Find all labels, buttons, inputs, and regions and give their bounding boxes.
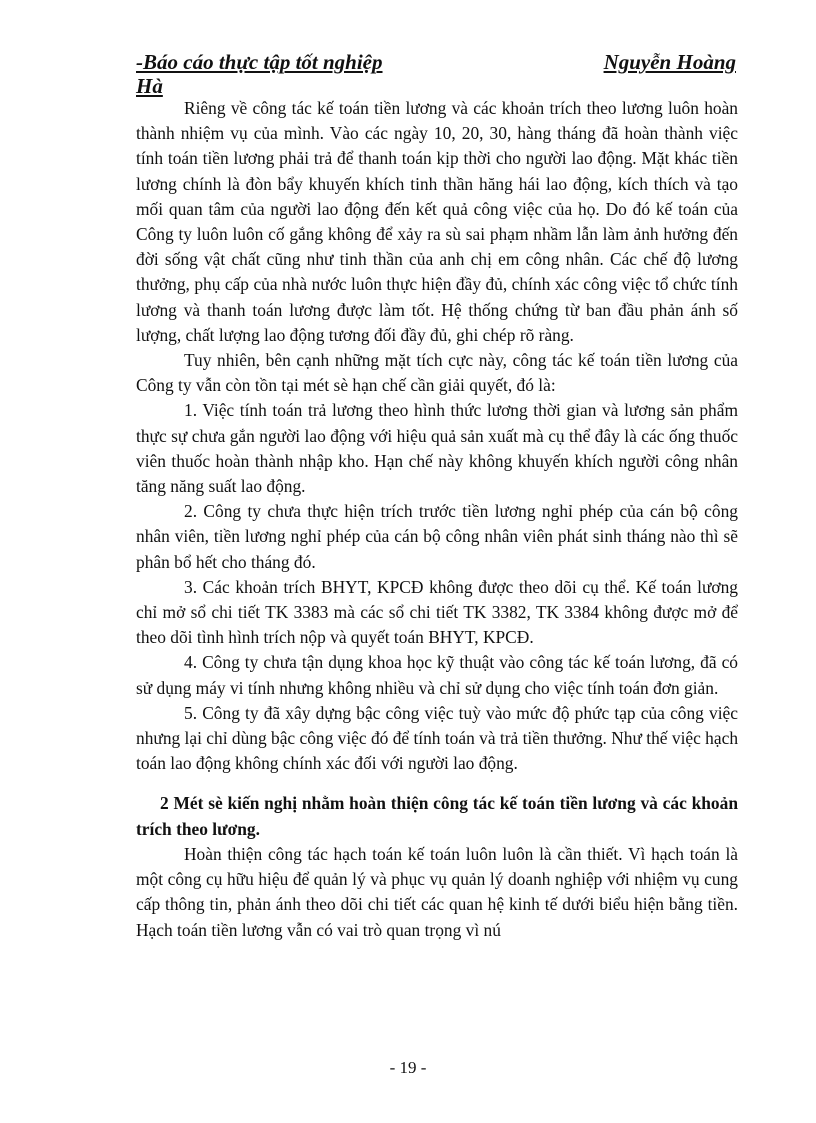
document-body xyxy=(136,96,738,943)
report-title: -Báo cáo thực tập tốt nghiệp xyxy=(136,50,383,74)
list-item: 5. Công ty đã xây dựng bậc công việc tuỳ vào mức độ phức tạp của công việc nhưng lại chỉ dùng bậc công việc đó để tính toán và trả tiền thưởng. Như thế việc hạch toán lao động không chính xác đối với người lao động. xyxy=(136,702,739,774)
paragraph: Hoàn thiện công tác hạch toán kế toán luôn luôn là cần thiết. Vì hạch toán là một công cụ hữu hiệu để quản lý và phục vụ quản lý doanh nghiệp với nhiệm vụ cung cấp thông tin, phản ánh theo dõi chi tiết các quan hệ kinh tế dưới biểu hiện bằng tiền. Hạch toán tiền lương vẫn có vai trò quan trọng vì nú xyxy=(136,843,738,940)
paragraph: Tuy nhiên, bên cạnh những mặt tích cực này, công tác kế toán tiền lương của Công ty vẫn còn tồn tại mét sè hạn chế cần giải quyết, đó là: xyxy=(136,350,738,396)
page-number: - 19 - xyxy=(389,1058,427,1077)
author-name-last: Hà xyxy=(136,74,163,98)
list-item: 1. Việc tính toán trả lương theo hình thức lương thời gian và lương sản phẩm thực sự chưa gắn người lao động với hiệu quả sản xuất mà cụ thể đây là các ống thuốc viên thuốc hoàn thành nhập kho. Hạn chế này không khuyến khích người công nhân tăng năng suất lao động. xyxy=(136,400,738,497)
paragraph: Riêng về công tác kế toán tiền lương và các khoản trích theo lương luôn hoàn thành nhiệm vụ của mình. Vào các ngày 10, 20, 30, hàng tháng đã hoàn thành việc tính toán tiền lương phải trả để thanh toán kịp thời cho người lao động. Mặt khác tiền lương chính là đòn bẩy khuyến khích tinh thần hăng hái lao động, kích thích và tạo mối quan tâm của người lao động đến kết quả công việc của họ. Do đó kế toán của Công ty luôn luôn cố gắng không để xảy ra sù sai phạm nhầm lẫn làm ảnh hưởng đến đời sống vật chất cũng như tinh thần của anh chị em công nhân. Các chế độ lương thưởng, phụ cấp của nhà nước luôn thực hiện đầy đủ, chính xác công việc tổ chức tính lương và thanh toán lương được làm tốt. Hệ thống chứng từ ban đầu phản ánh số lượng, chất lượng lao động tương đối đầy đủ, ghi chép rõ ràng. xyxy=(136,98,738,345)
section-heading: 2 Mét sè kiến nghị nhằm hoàn thiện công tác kế toán tiền lương và các khoản trích theo lương. xyxy=(136,793,738,839)
author-name-first: Nguyễn Hoàng xyxy=(603,50,736,74)
list-item: 4. Công ty chưa tận dụng khoa học kỹ thuật vào công tác kế toán lương, đã có sử dụng máy vi tính nhưng không nhiều và chỉ sử dụng cho việc tính toán đơn giản. xyxy=(136,652,738,698)
page-header xyxy=(136,50,736,98)
list-item: 2. Công ty chưa thực hiện trích trước tiền lương nghỉ phép của cán bộ công nhân viên, tiền lương nghỉ phép của cán bộ công nhân viên phát sinh tháng nào thì sẽ phân bổ hết cho tháng đó. xyxy=(136,501,738,572)
list-item: 3. Các khoản trích BHYT, KPCĐ không được theo dõi cụ thể. Kế toán lương chỉ mở sổ chi tiết TK 3383 mà các sổ chi tiết TK 3382, TK 3384 không được mở để theo dõi tình hình trích nộp và quyết toán BHYT, KPCĐ. xyxy=(136,576,738,648)
